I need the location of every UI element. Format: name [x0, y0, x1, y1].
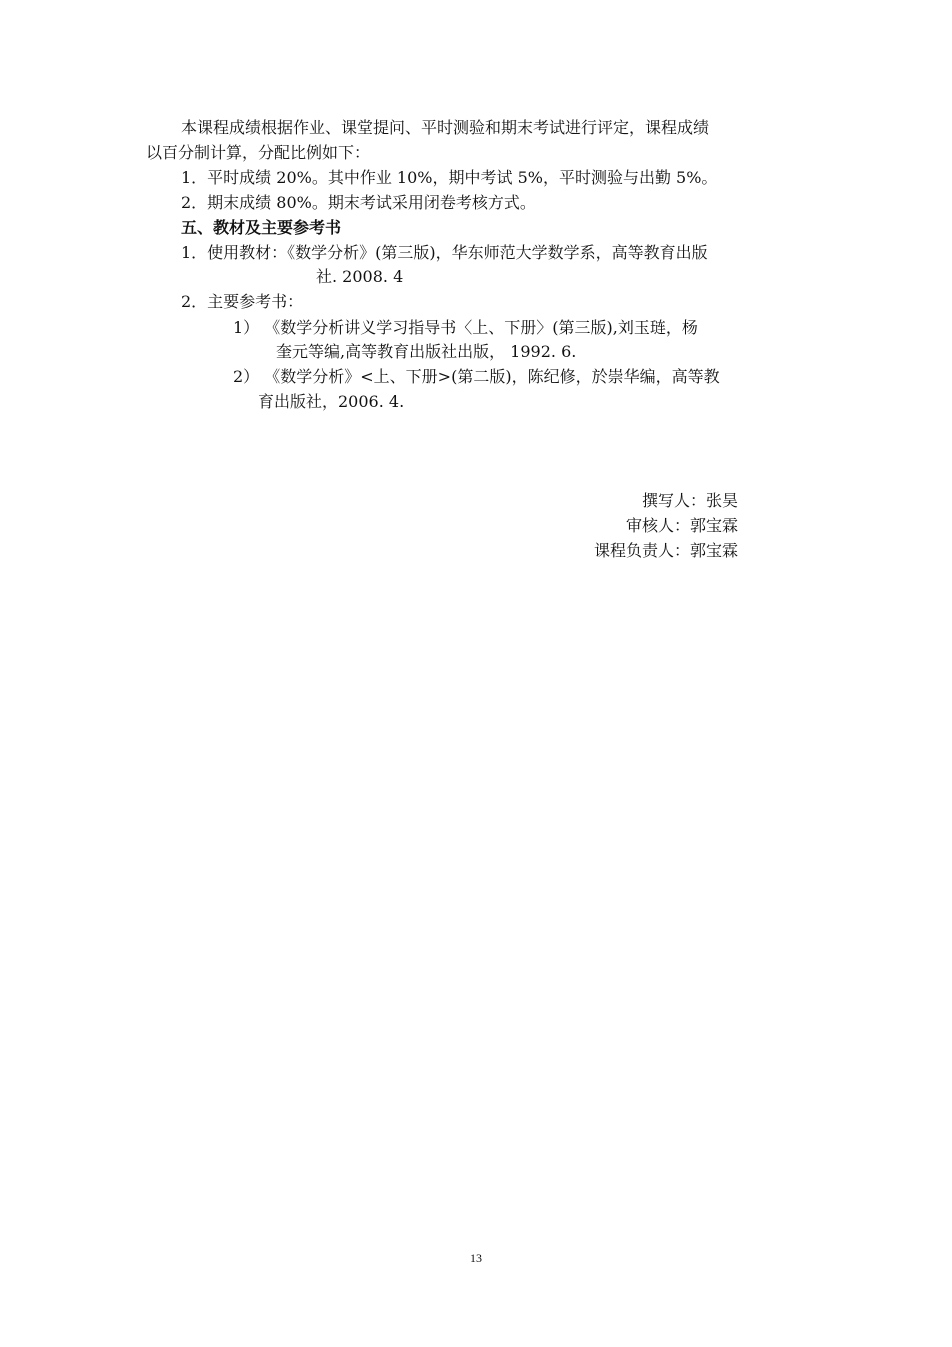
textbook-line2: 社. 2008. 4 [316, 267, 404, 286]
para1-line2: 以百分制计算，分配比例如下： [146, 143, 371, 162]
grading-item-2: 2．期末成绩 80%。期末考试采用闭卷考核方式。 [181, 193, 536, 212]
reference-2-line2: 育出版社，2006. 4. [258, 392, 405, 411]
page-number: 13 [470, 1251, 482, 1265]
reference-2-line1: 2） 《数学分析》<上、下册>(第二版)，陈纪修，於崇华编，高等教 [233, 367, 720, 386]
signature-course-lead: 课程负责人：郭宝霖 [593, 541, 738, 560]
signature-reviewer: 审核人：郭宝霖 [625, 516, 738, 535]
textbook-line1: 1．使用教材：《数学分析》(第三版)，华东师范大学数学系，高等教育出版 [181, 243, 708, 262]
reference-1-line2: 奎元等编,高等教育出版社出版， 1992. 6. [276, 342, 577, 361]
references-heading: 2．主要参考书： [181, 292, 304, 311]
para1-line1: 本课程成绩根据作业、课堂提问、平时测验和期末考试进行评定，课程成绩 [181, 118, 710, 137]
reference-1-line1: 1） 《数学分析讲义学习指导书〈上、下册〉(第三版),刘玉琏，杨 [233, 318, 698, 337]
section-heading-textbooks: 五、教材及主要参考书 [181, 218, 342, 237]
signature-writer: 撰写人：张昊 [641, 491, 738, 510]
grading-item-1: 1．平时成绩 20%。其中作业 10%，期中考试 5%，平时测验与出勤 5%。 [181, 168, 718, 187]
